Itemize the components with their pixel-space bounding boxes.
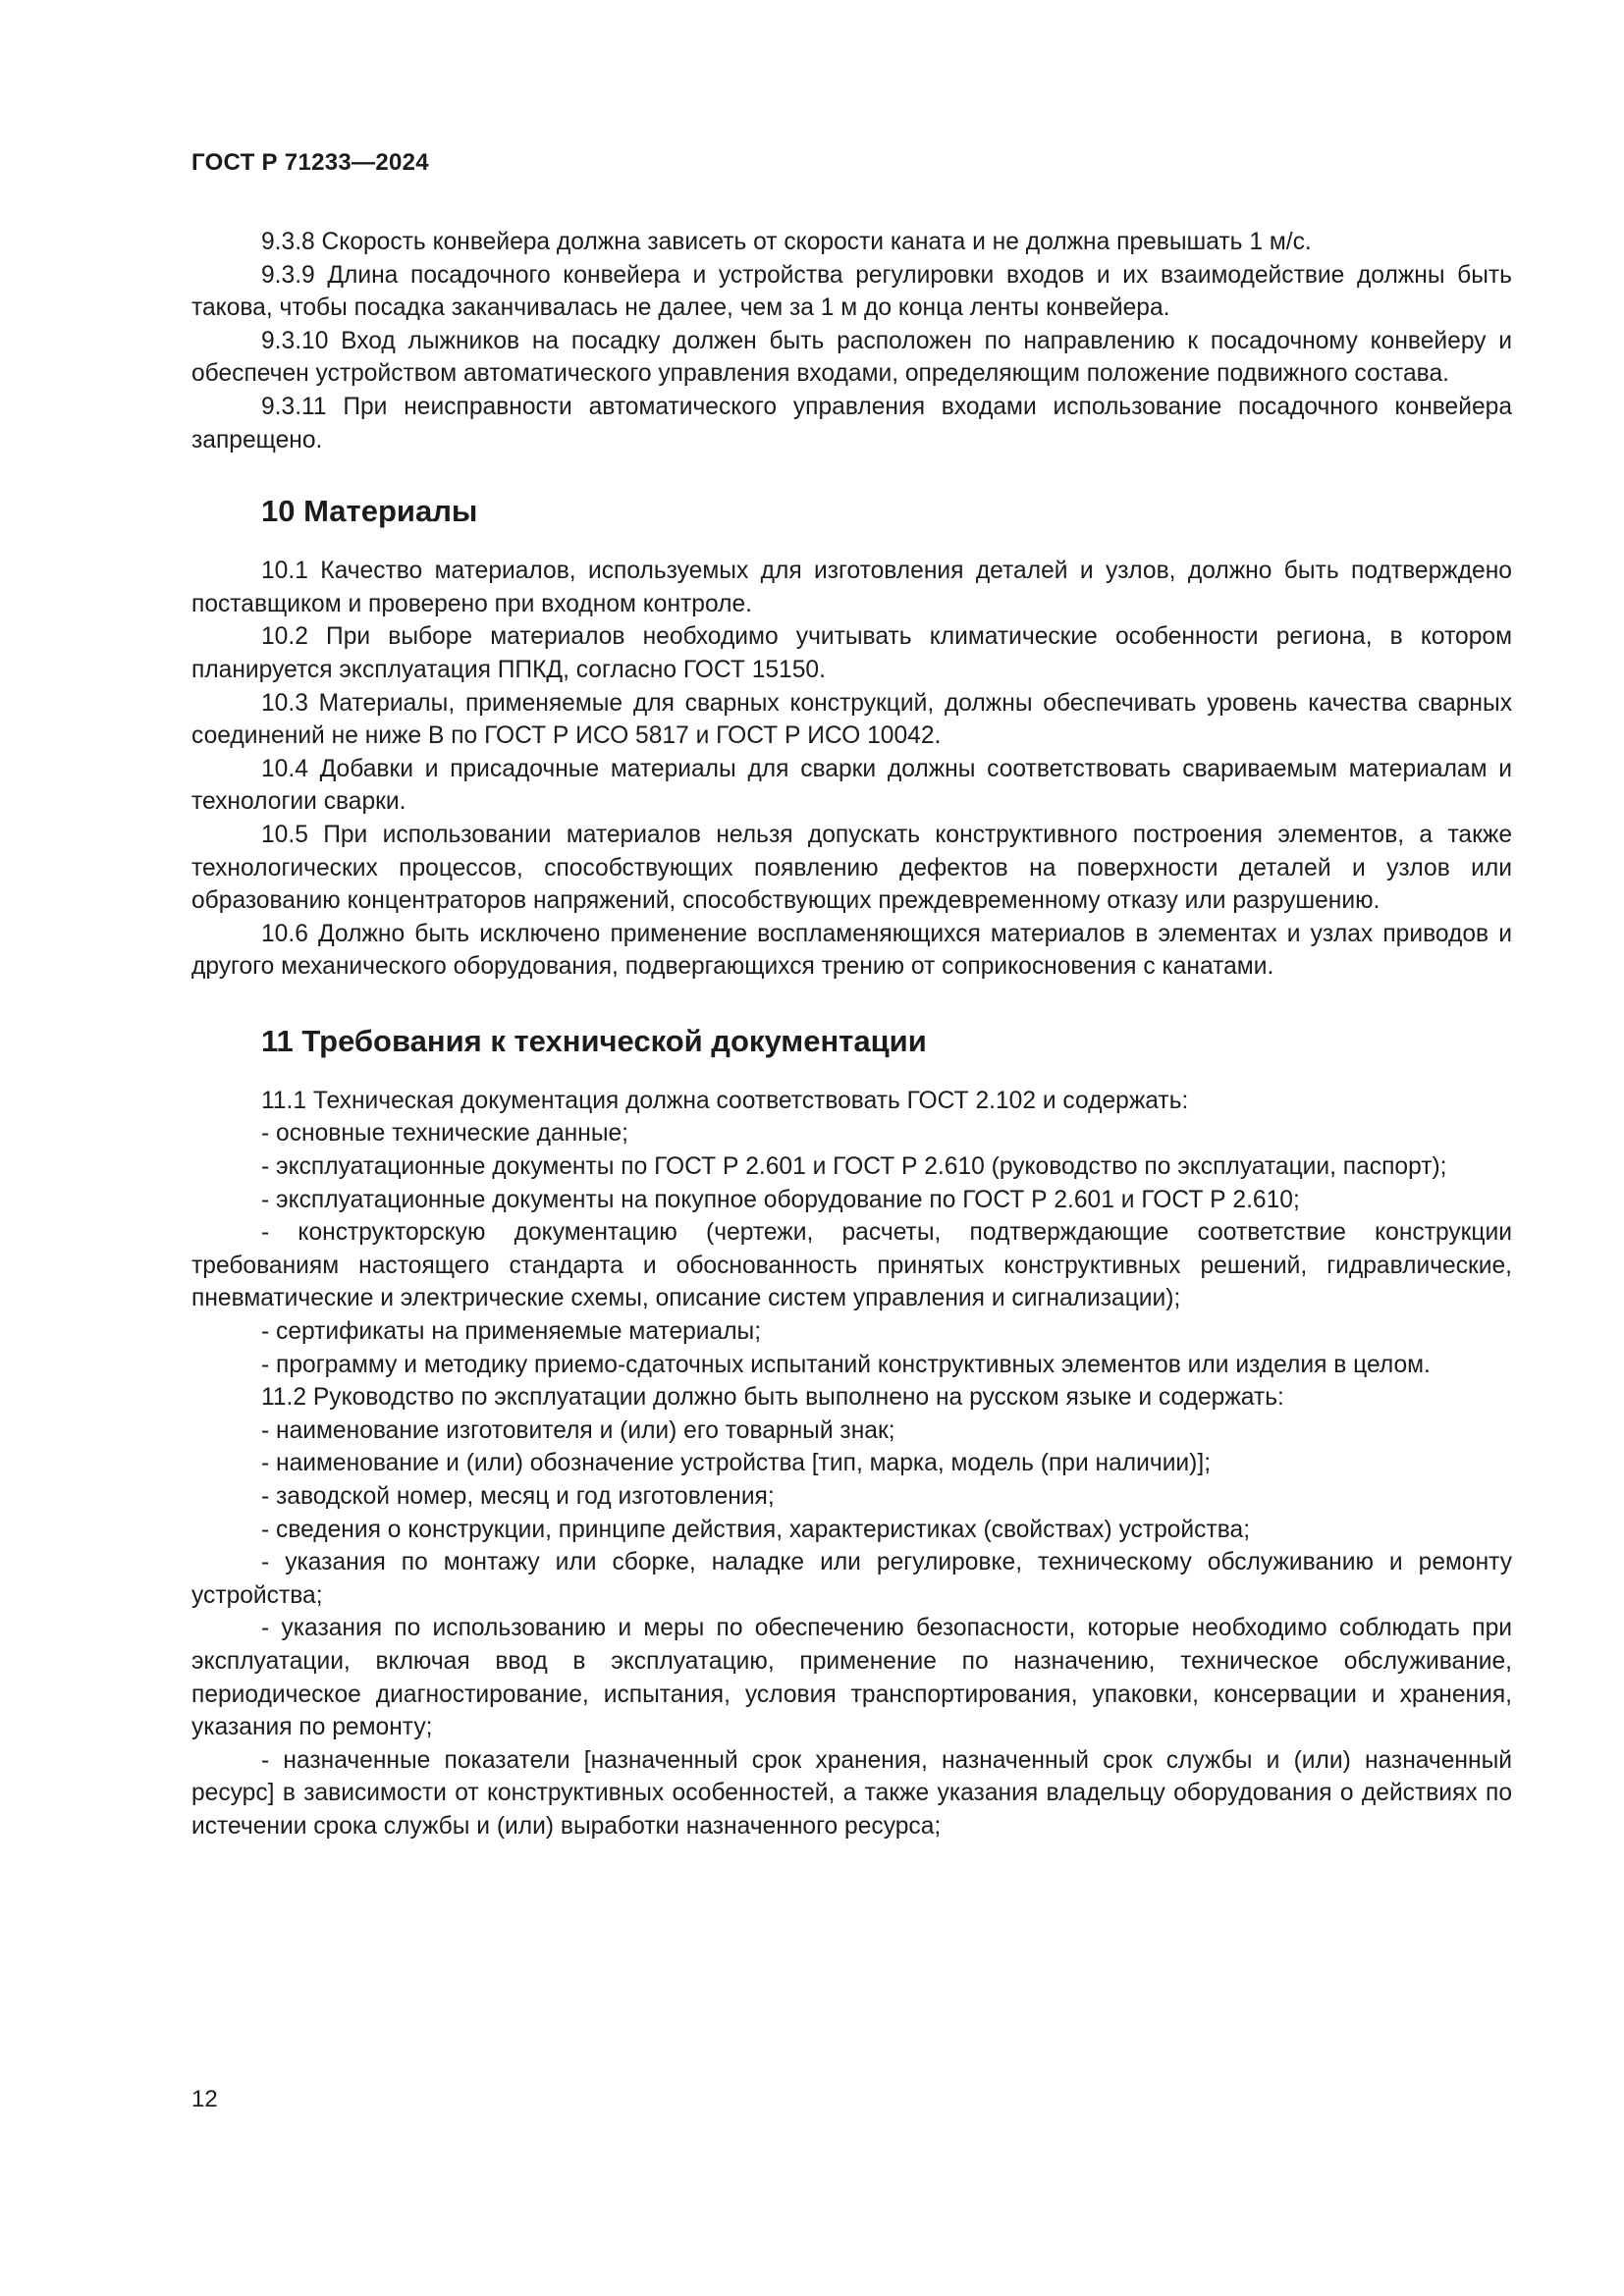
list-item: - конструкторскую документацию (чертежи, расчеты, подтверждающие соответствие конструкции требованиям настоящего стандарта и обоснованность принятых конструктивных решений, гидравлические, пневматические и электрические схемы, описание систем управления и сигнализации); (191, 1219, 1512, 1312)
list-item: - эксплуатационные документы на покупное оборудование по ГОСТ Р 2.601 и ГОСТ Р 2.610; (261, 1186, 1300, 1213)
list-item: - сведения о конструкции, принципе действия, характеристиках (свойствах) устройства; (261, 1516, 1251, 1543)
paragraph-9-3-10: 9.3.10 Вход лыжников на посадку должен быть расположен по направлению к посадочному конвейеру и обеспечен устройством автоматического управления входами, определяющим положение подвижного состава. (191, 327, 1512, 388)
paragraph-10-3: 10.3 Материалы, применяемые для сварных конструкций, должны обеспечивать уровень качества сварных соединений не ниже B по ГОСТ Р ИСО 5817 и ГОСТ Р ИСО 10042. (191, 689, 1512, 750)
paragraph-10-6: 10.6 Должно быть исключено применение воспламеняющихся материалов в элементах и узлах приводов и другого механического оборудования, подвергающихся трению от соприкосновения с канатами. (191, 920, 1512, 981)
paragraph-10-5: 10.5 При использовании материалов нельзя допускать конструктивного построения элементов, а также технологических процессов, способствующих появлению дефектов на поверхности деталей и узлов или образованию концентраторов напряжений, способствующих преждевременному отказу или разрушению. (191, 821, 1512, 915)
list-item: - заводской номер, месяц и год изготовления; (261, 1483, 775, 1510)
paragraph-10-2: 10.2 При выборе материалов необходимо учитывать климатические особенности региона, в котором планируется эксплуатация ППКД, согласно ГОСТ 15150. (191, 623, 1512, 683)
paragraph-9-3-11: 9.3.11 При неисправности автоматического управления входами использование посадочного конвейера запрещено. (191, 393, 1512, 454)
list-item: - эксплуатационные документы по ГОСТ Р 2.601 и ГОСТ Р 2.610 (руководство по эксплуатации, паспорт); (261, 1153, 1447, 1181)
list-item: - наименование и (или) обозначение устройства [тип, марка, модель (при наличии)]; (261, 1450, 1212, 1477)
paragraph-11-2: 11.2 Руководство по эксплуатации должно быть выполнено на русском языке и содержать: (261, 1384, 1284, 1412)
list-item: - назначенные показатели [назначенный срок хранения, назначенный срок службы и (или) назначенный ресурс] в зависимости от конструктивных особенностей, а также указания владельцу оборудования о действиях по истечении срока службы и (или) выработки назначенного ресурса; (191, 1746, 1512, 1840)
document-body (191, 226, 1512, 1843)
section-11-title: 11 Требования к технической документации (261, 1023, 927, 1058)
list-item: - сертификаты на применяемые материалы; (261, 1318, 762, 1346)
list-item: - указания по монтажу или сборке, наладке или регулировке, техническому обслуживанию и ремонту устройства; (191, 1549, 1512, 1609)
paragraph-11-1: 11.1 Техническая документация должна соответствовать ГОСТ 2.102 и содержать: (261, 1087, 1189, 1114)
list-item: - наименование изготовителя и (или) его товарный знак; (261, 1416, 895, 1444)
list-item: - программу и методику приемо-сдаточных испытаний конструктивных элементов или изделия в целом. (261, 1351, 1431, 1378)
paragraph-10-1: 10.1 Качество материалов, используемых для изготовления деталей и узлов, должно быть подтверждено поставщиком и проверено при входном контроле. (191, 558, 1512, 617)
paragraph-9-3-9: 9.3.9 Длина посадочного конвейера и устройства регулировки входов и их взаимодействие должны быть такова, чтобы посадка заканчивалась не далее, чем за 1 м до конца ленты конвейера. (191, 261, 1512, 322)
paragraph-10-4: 10.4 Добавки и присадочные материалы для сварки должны соответствовать свариваемым материалам и технологии сварки. (191, 755, 1512, 816)
paragraph-9-3-8: 9.3.8 Скорость конвейера должна зависеть от скорости каната и не должна превышать 1 м/с. (261, 229, 1312, 255)
document-header-id: ГОСТ Р 71233—2024 (191, 149, 429, 176)
page-number: 12 (191, 2086, 218, 2112)
section-10-title: 10 Материалы (261, 494, 478, 529)
list-item: - указания по использованию и меры по обеспечению безопасности, которые необходимо соблюдать при эксплуатации, включая ввод в эксплуатацию, применение по назначению, техническое обслуживание, периодическое диагностирование, испытания, условия транспортирования, упаковки, консервации и хранения, указания по ремонту; (191, 1615, 1512, 1741)
list-item: - основные технические данные; (261, 1120, 629, 1148)
